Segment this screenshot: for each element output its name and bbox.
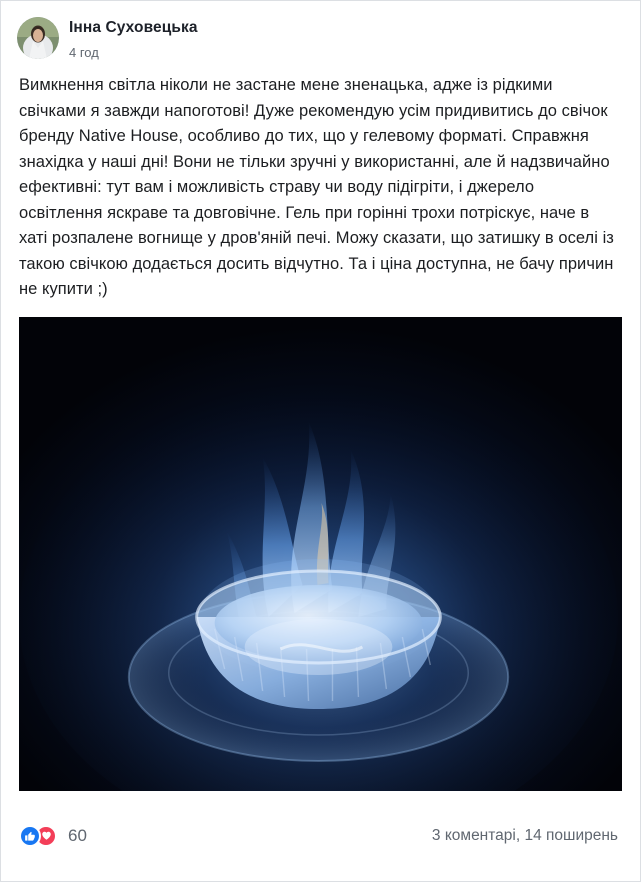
post-header-text	[69, 17, 198, 61]
like-icon	[19, 825, 41, 847]
reaction-count: 60	[68, 825, 87, 845]
post-header	[1, 1, 640, 67]
post-footer	[1, 791, 640, 882]
post-timestamp[interactable]: 4 год	[69, 45, 99, 60]
reaction-icons	[19, 825, 57, 847]
author-name[interactable]: Інна Суховецька	[69, 19, 198, 36]
reactions-group[interactable]	[19, 825, 87, 847]
avatar[interactable]	[17, 17, 59, 59]
comments-shares-summary[interactable]: 3 коментарі, 14 поширень	[431, 826, 618, 844]
post-text: Вимкнення світла ніколи не застане мене зненацька, адже із рідкими свічками я завжди напоготові! Дуже рекомендую усім придивитись до свічок бренду Native House, особливо до тих, що у гелевому форматі. Справжня знахідка у наші дні! Вони не тільки зручні у використанні, але й надзвичайно ефективні: тут вам і можливість страву чи воду підігріти, і джерело освітлення яскраве та довговічне. Гель при горінні трохи потріскує, наче в хаті розпалене вогнище у дров'яній печі. Можу сказати, що затишку в оселі із такою свічкою додається досить відчутно. Та і ціна доступна, не бачу причин не купити ;)	[19, 76, 614, 298]
post-image[interactable]	[19, 317, 622, 791]
